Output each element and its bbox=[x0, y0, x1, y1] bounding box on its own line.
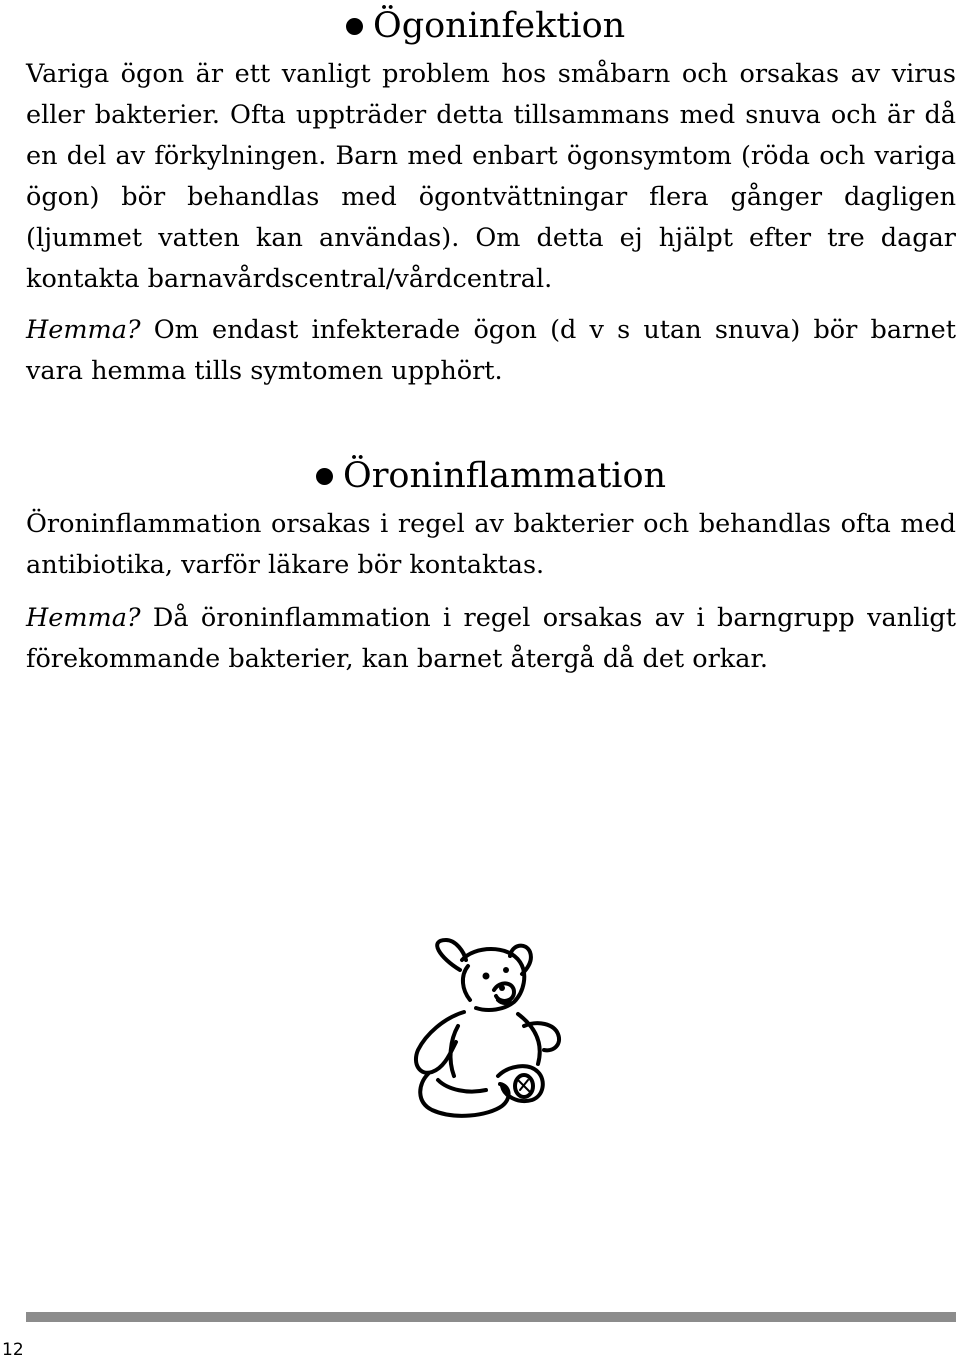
page-number: 12 bbox=[2, 1340, 24, 1360]
section-title: Ögoninfektion bbox=[373, 6, 626, 46]
home-text: Då öroninflammation i regel orsakas av i barngrupp vanligt förekommande bakterier, kan barnet återgå då det orkar. bbox=[26, 603, 956, 674]
home-paragraph bbox=[26, 310, 956, 392]
home-paragraph bbox=[26, 598, 956, 680]
section-ear-infection bbox=[26, 450, 956, 680]
section-paragraph: Öroninflammation orsakas i regel av bakterier och behandlas ofta med antibiotika, varför läkare bör kontaktas. bbox=[26, 509, 956, 580]
section-heading bbox=[26, 0, 956, 52]
footer-rule bbox=[26, 1312, 956, 1322]
home-label: Hemma? bbox=[26, 603, 141, 633]
section-paragraph: Variga ögon är ett vanligt problem hos småbarn och orsakas av virus eller bakterier. Ofta uppträder detta tillsammans med snuva och är då en del av förkylningen. Barn med enbart ögonsymtom (röda och variga ögon) bör behandlas med ögontvättningar flera gånger dagligen (ljummet vatten kan användas). Om detta ej hjälpt efter tre dagar kontakta barnavårdscentral/vårdcentral. bbox=[26, 59, 956, 294]
section-heading bbox=[26, 450, 956, 502]
home-text: Om endast infekterade ögon (d v s utan snuva) bör barnet vara hemma tills symtomen upphört. bbox=[26, 315, 956, 386]
teddy-bear-illustration bbox=[398, 930, 578, 1130]
section-eye-infection bbox=[26, 0, 956, 392]
bullet-icon bbox=[316, 468, 333, 485]
section-title: Öroninflammation bbox=[343, 456, 667, 496]
home-label: Hemma? bbox=[26, 315, 141, 345]
bullet-icon bbox=[346, 18, 363, 35]
